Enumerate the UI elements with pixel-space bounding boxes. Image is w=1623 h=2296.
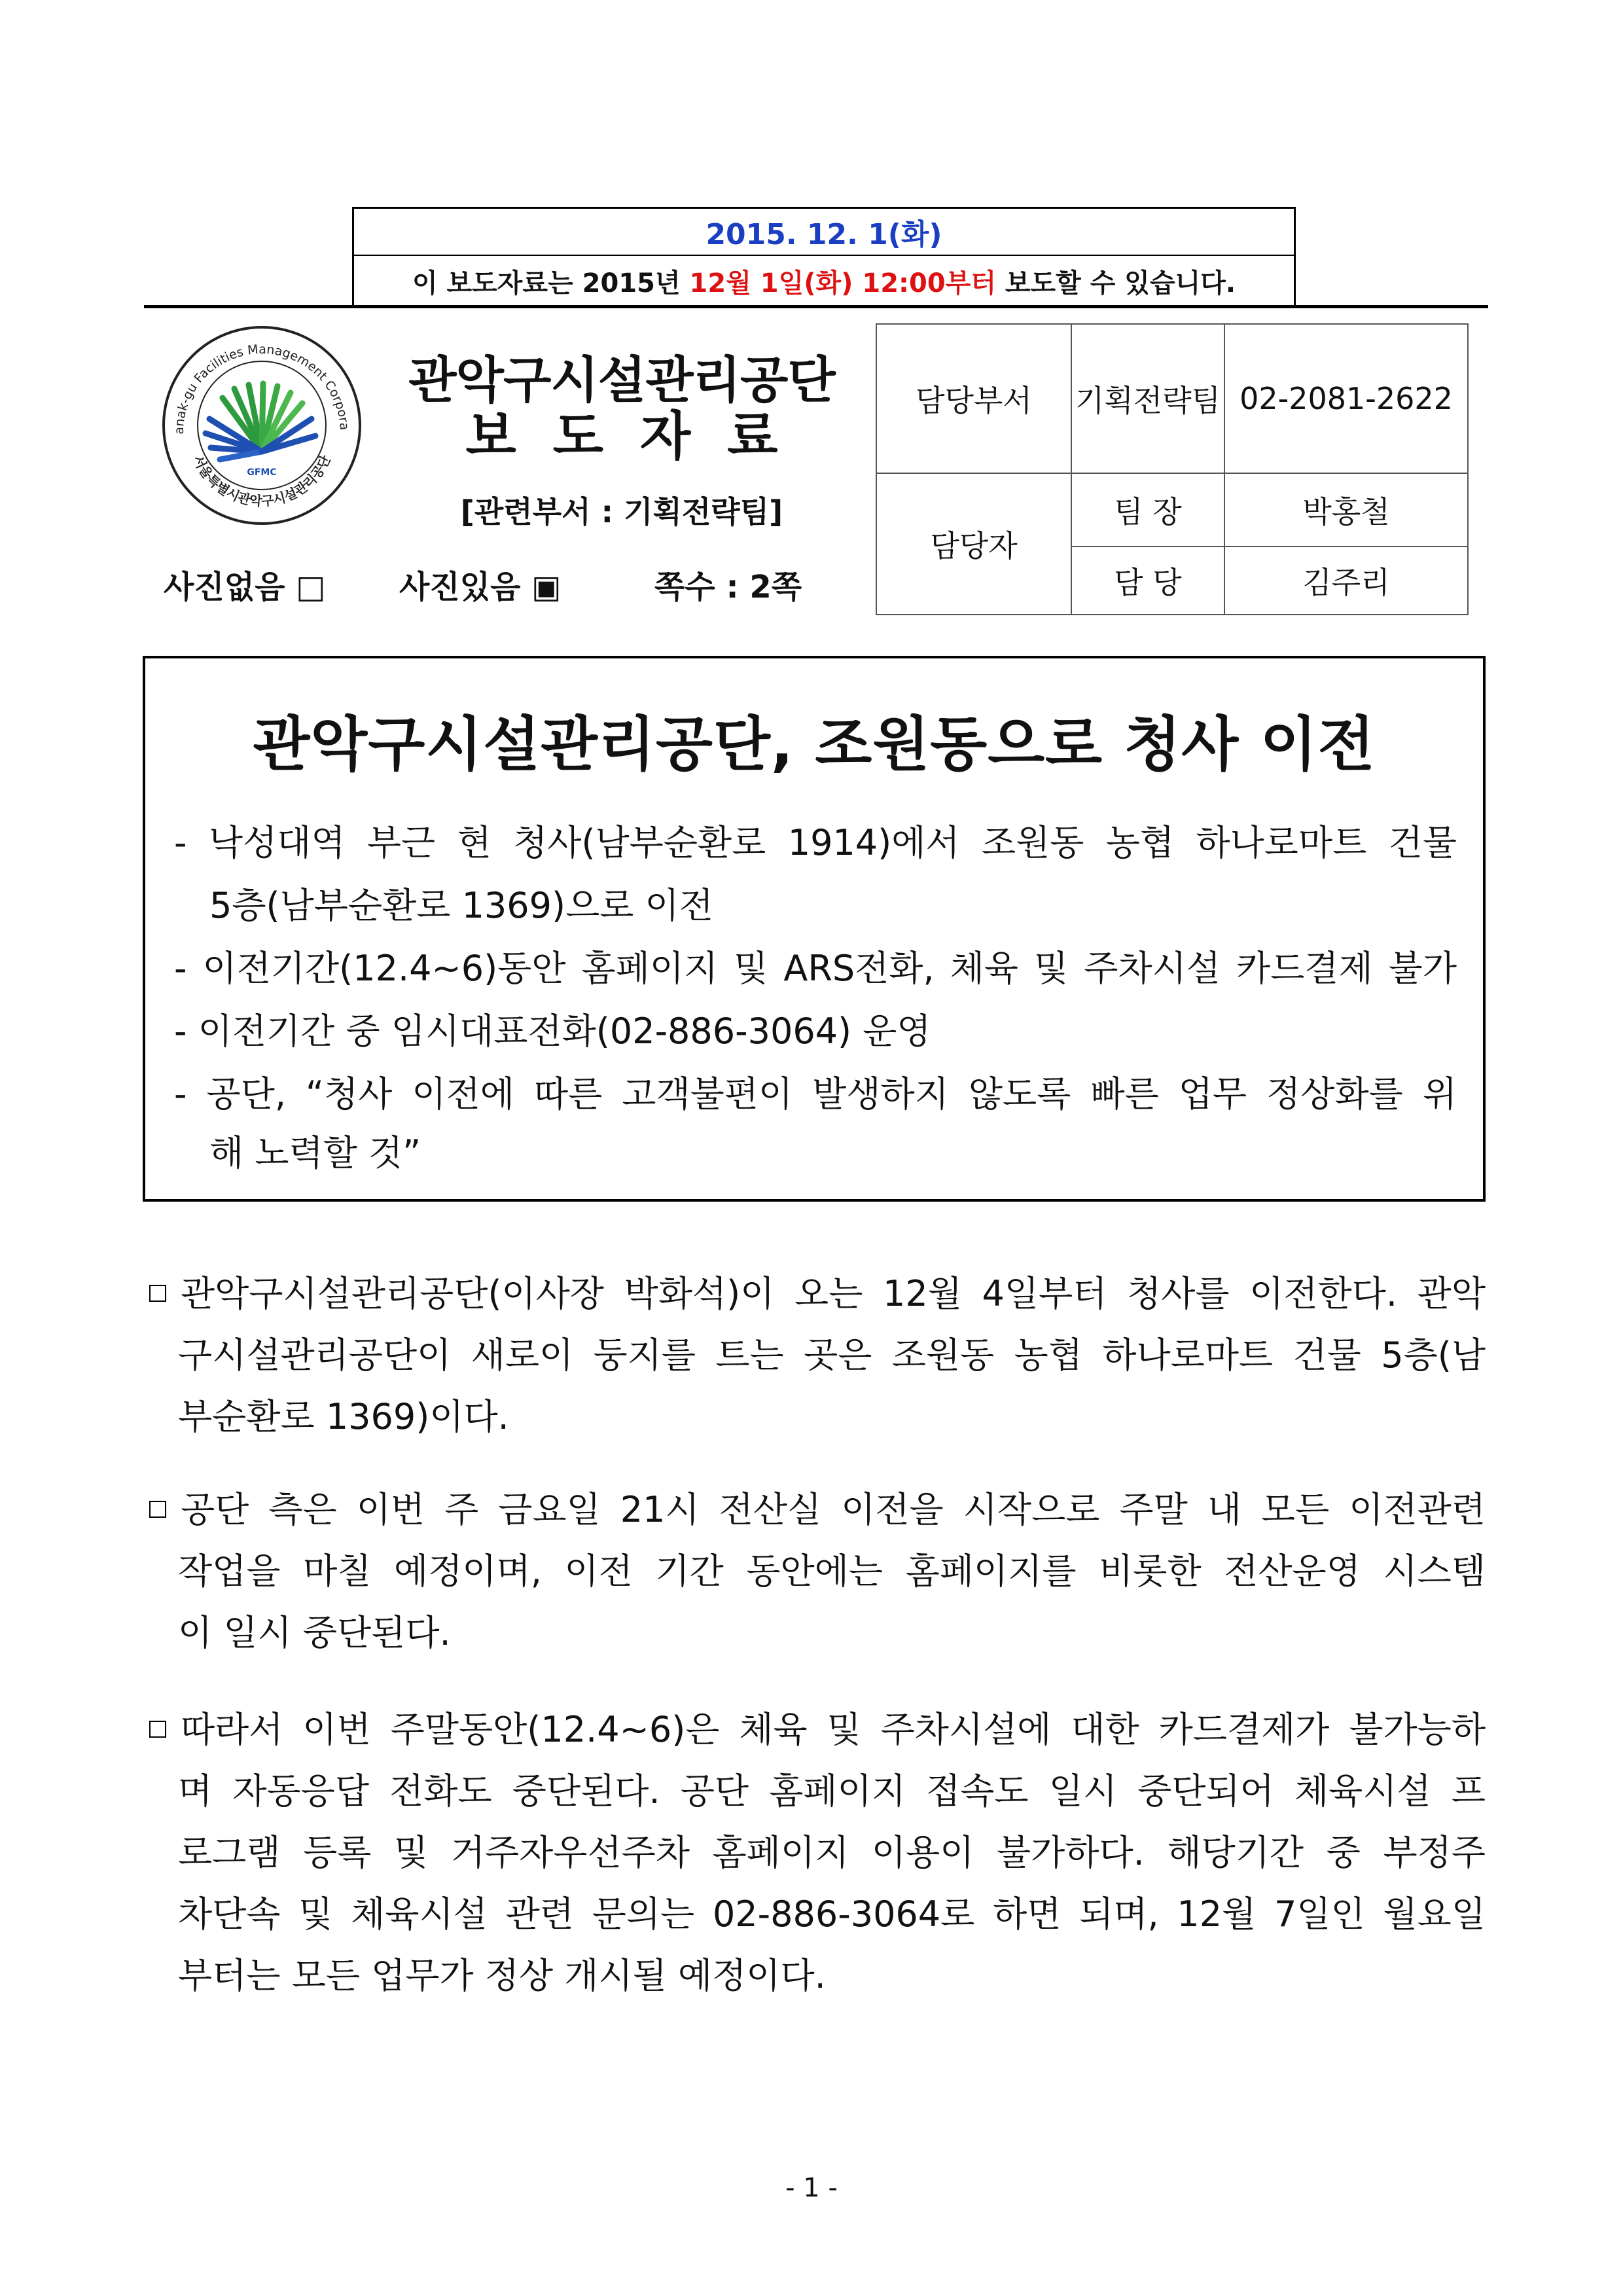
square-bullet-icon xyxy=(149,1501,166,1518)
paragraph-line: 공단 측은 이번 주 금요일 21시 전산실 이전을 시작으로 주말 내 모든 이전관련 xyxy=(181,1489,1486,1530)
release-date-box xyxy=(352,207,1296,306)
embargo-time: 12월 1일(화) 12:00부터 xyxy=(689,268,996,298)
dept-phone: 02-2081-2622 xyxy=(1224,324,1468,473)
paragraph-line: 이 일시 중단된다. xyxy=(178,1612,451,1653)
press-release-title: 보도자료 xyxy=(465,406,815,467)
paragraph-line: 따라서 이번 주말동안(12.4~6)은 체육 및 주차시설에 대한 카드결제가 불가능하 xyxy=(181,1709,1486,1750)
paragraph-line: 작업을 마칠 예정이며, 이전 기간 동안에는 홈페이지를 비롯한 전산운영 시스템 xyxy=(178,1551,1486,1592)
logo-bottom-text: 서울특별시관악구시설관리공단 xyxy=(190,452,334,509)
logo-abbr: GFMC xyxy=(247,467,277,478)
gfmc-logo xyxy=(157,321,366,530)
paragraph-line: 차단속 및 체육시설 관련 문의는 02-886-3064로 하면 되며, 12월 7일인 월요일 xyxy=(178,1893,1486,1935)
paragraph-line: 며 자동응답 전화도 중단된다. 공단 홈페이지 접속도 일시 중단되어 체육시설 프 xyxy=(178,1770,1486,1812)
dept-label: 담당부서 xyxy=(876,324,1071,473)
body-paragraph-1 xyxy=(149,1263,1486,1448)
embargo-prefix: 이 보도자료는 2015년 xyxy=(412,268,690,298)
release-date: 2015. 12. 1(화) xyxy=(354,209,1294,256)
square-bullet-icon xyxy=(149,1285,166,1302)
headline: 관악구시설관리공단, 조원동으로 청사 이전 xyxy=(253,710,1376,779)
summary-bullet-1-cont: 5층(남부순환로 1369)으로 이전 xyxy=(209,885,713,926)
summary-bullet-4-cont: 해 노력할 것” xyxy=(209,1132,421,1174)
paragraph-line: 관악구시설관리공단(이사장 박화석)이 오는 12월 4일부터 청사를 이전한다. 관악 xyxy=(181,1273,1486,1314)
summary-bullet-3: - 이전기간 중 임시대표전화(02-886-3064) 운영 xyxy=(174,1011,931,1052)
embargo-notice xyxy=(354,256,1294,306)
header-rule xyxy=(144,305,1488,308)
leader-name: 박홍철 xyxy=(1224,473,1468,547)
paragraph-line: 부터는 모든 업무가 정상 개시될 예정이다. xyxy=(178,1955,826,1996)
logo-ring-text: anak-gu Facilities Management Corpora xyxy=(171,342,352,435)
has-photo-label: 사진있음 ▣ xyxy=(399,569,562,605)
person-label: 담당자 xyxy=(876,473,1071,615)
paragraph-line: 부순환로 1369)이다. xyxy=(178,1396,509,1437)
summary-bullet-2: - 이전기간(12.4~6)동안 홈페이지 및 ARS전화, 체육 및 주차시설 카드결제 불가 xyxy=(174,948,1457,989)
staff-label: 담 당 xyxy=(1071,547,1224,615)
embargo-suffix: 보도할 수 있습니다. xyxy=(995,268,1236,298)
summary-bullet-4: - 공단, “청사 이전에 따른 고객불편이 발생하지 않도록 빠른 업무 정상화를 위 xyxy=(174,1073,1457,1115)
photo-info-row xyxy=(164,562,851,607)
contact-table xyxy=(876,323,1469,615)
gfmc-emblem-icon xyxy=(157,321,366,530)
related-dept: [관련부서 : 기획전략팀] xyxy=(460,494,783,529)
svg-text:서울특별시관악구시설관리공단 xyxy=(190,452,334,509)
paragraph-line: 로그램 등록 및 거주자우선주차 홈페이지 이용이 불가하다. 해당기간 중 부정주 xyxy=(178,1832,1486,1873)
staff-name: 김주리 xyxy=(1224,547,1468,615)
page-number: - 1 - xyxy=(785,2173,838,2203)
dept-value: 기획전략팀 xyxy=(1071,324,1224,473)
summary-bullet-1: - 낙성대역 부근 현 청사(남부순환로 1914)에서 조원동 농협 하나로마트 건물 xyxy=(174,822,1457,863)
leader-label: 팀 장 xyxy=(1071,473,1224,547)
square-bullet-icon xyxy=(149,1721,166,1738)
body-paragraph-3 xyxy=(149,1699,1486,2007)
page-count: 쪽수 : 2쪽 xyxy=(654,569,802,605)
body-paragraph-2 xyxy=(149,1479,1486,1664)
paragraph-line: 구시설관리공단이 새로이 둥지를 트는 곳은 조원동 농협 하나로마트 건물 5층(남 xyxy=(178,1335,1486,1376)
org-name: 관악구시설관리공단 xyxy=(408,351,835,409)
no-photo-label: 사진없음 □ xyxy=(164,569,326,605)
summary-box xyxy=(143,656,1486,1202)
